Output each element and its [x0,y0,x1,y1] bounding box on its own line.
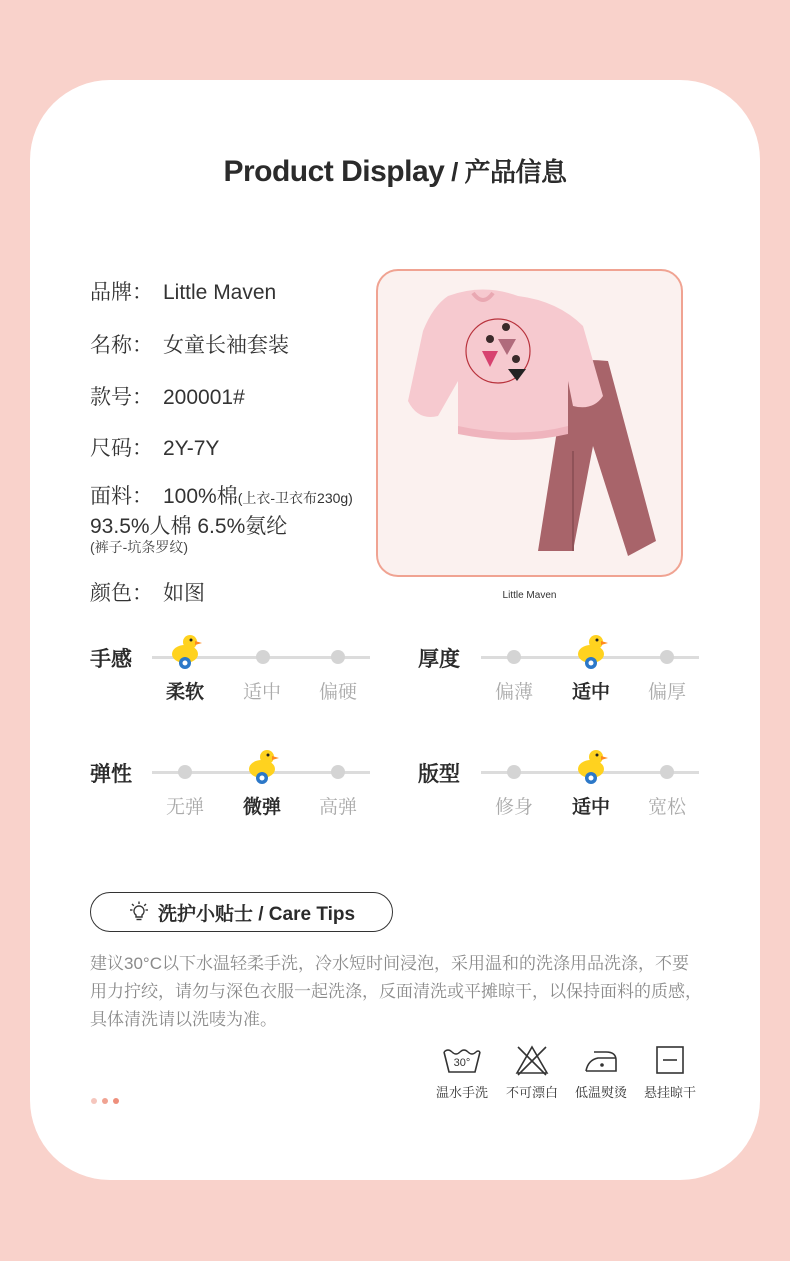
lightbulb-icon [128,901,150,923]
scale-elasticity-label: 弹性 [90,763,132,786]
info-style-label: 款号： [90,386,153,409]
info-fabric-value: 100%棉 [163,485,238,508]
scale-fit-dot [660,765,674,779]
low-iron-icon [582,1044,620,1076]
scale-fit-option: 适中 [571,797,610,818]
care-symbol-label: 低温熨烫 [574,1085,627,1100]
care-symbol-label: 悬挂晾干 [643,1085,696,1100]
duck-marker-icon [572,630,612,670]
scale-hand-feel-label: 手感 [90,648,132,671]
care-symbol-label: 不可漂白 [505,1085,558,1100]
care-symbol [566,1044,636,1101]
scale-fit-dot [507,765,521,779]
info-fabric-note: (上衣-卫衣布230g) [237,490,353,506]
page-title [0,152,790,189]
svg-text:30°: 30° [453,1057,471,1069]
photo-caption: Little Maven [502,590,557,601]
pagination-dot [102,1098,108,1104]
scale-fit-option: 修身 [494,797,533,818]
scale-thickness-option: 适中 [571,682,610,703]
info-fabric [90,480,353,510]
info-fabric-line3: (裤子-坑条罗纹) [90,539,188,555]
care-symbol-label: 温水手洗 [435,1085,488,1100]
title-en: Product Display [223,155,445,188]
info-name-value: 女童长袖套装 [163,334,289,357]
pagination-dots [91,1091,124,1109]
info-fabric-line2: 93.5%人棉 6.5%氨纶 [90,515,288,538]
scale-elasticity-dot [331,765,345,779]
scale-thickness-option: 偏厚 [647,682,686,703]
scale-elasticity-option: 微弹 [242,797,281,818]
product-photo [376,269,683,577]
care-tips-label: 洗护小贴士 / Care Tips [157,903,356,925]
title-cn: 产品信息 [464,157,567,187]
info-size [90,432,219,462]
scale-hand-feel-option: 偏硬 [318,682,357,703]
scale-fit-label: 版型 [418,763,460,786]
scale-fit-option: 宽松 [647,797,686,818]
care-symbol [635,1044,705,1101]
hand-wash-30-icon [442,1044,482,1076]
info-size-value: 2Y-7Y [163,437,220,460]
info-color-label: 颜色： [90,582,153,605]
info-color [90,577,205,607]
hang-dry-icon [655,1044,685,1076]
info-fabric-label: 面料： [90,485,153,508]
care-symbol [497,1044,567,1101]
pagination-dot [91,1098,97,1104]
duck-marker-icon [572,745,612,785]
info-name [90,329,289,359]
scale-elasticity-dot [178,765,192,779]
care-instructions: 建议30°C以下水温轻柔手洗，冷水短时间浸泡，采用温和的洗涤用品洗涤，不要用力拧绞，请勿与深色衣服一起洗涤，反面清洗或平摊晾干，以保持面料的质感，具体清洗请以洗唛为准。 [90,954,702,1029]
scale-elasticity-option: 无弹 [165,797,204,818]
info-size-label: 尺码： [90,437,153,460]
scale-thickness-label: 厚度 [418,648,460,671]
pagination-dot [113,1098,119,1104]
care-symbol [427,1044,497,1101]
title-sep: / [444,157,465,187]
scale-hand-feel-option: 柔软 [165,682,204,703]
info-brand-value: Little Maven [163,281,277,304]
no-bleach-icon [515,1044,549,1076]
duck-marker-icon [243,745,283,785]
scale-elasticity-option: 高弹 [318,797,357,818]
info-brand-label: 品牌： [90,281,153,304]
info-style-value: 200001# [163,386,245,409]
info-color-value: 如图 [163,582,205,605]
scale-thickness-dot [660,650,674,664]
info-brand [90,276,276,306]
info-name-label: 名称： [90,334,153,357]
scale-thickness-option: 偏薄 [494,682,533,703]
scale-thickness-dot [507,650,521,664]
scale-hand-feel-dot [331,650,345,664]
care-tips-pill [90,892,393,932]
scale-hand-feel-dot [256,650,270,664]
info-style-no [90,381,245,411]
duck-marker-icon [166,630,206,670]
scale-hand-feel-option: 适中 [242,682,281,703]
